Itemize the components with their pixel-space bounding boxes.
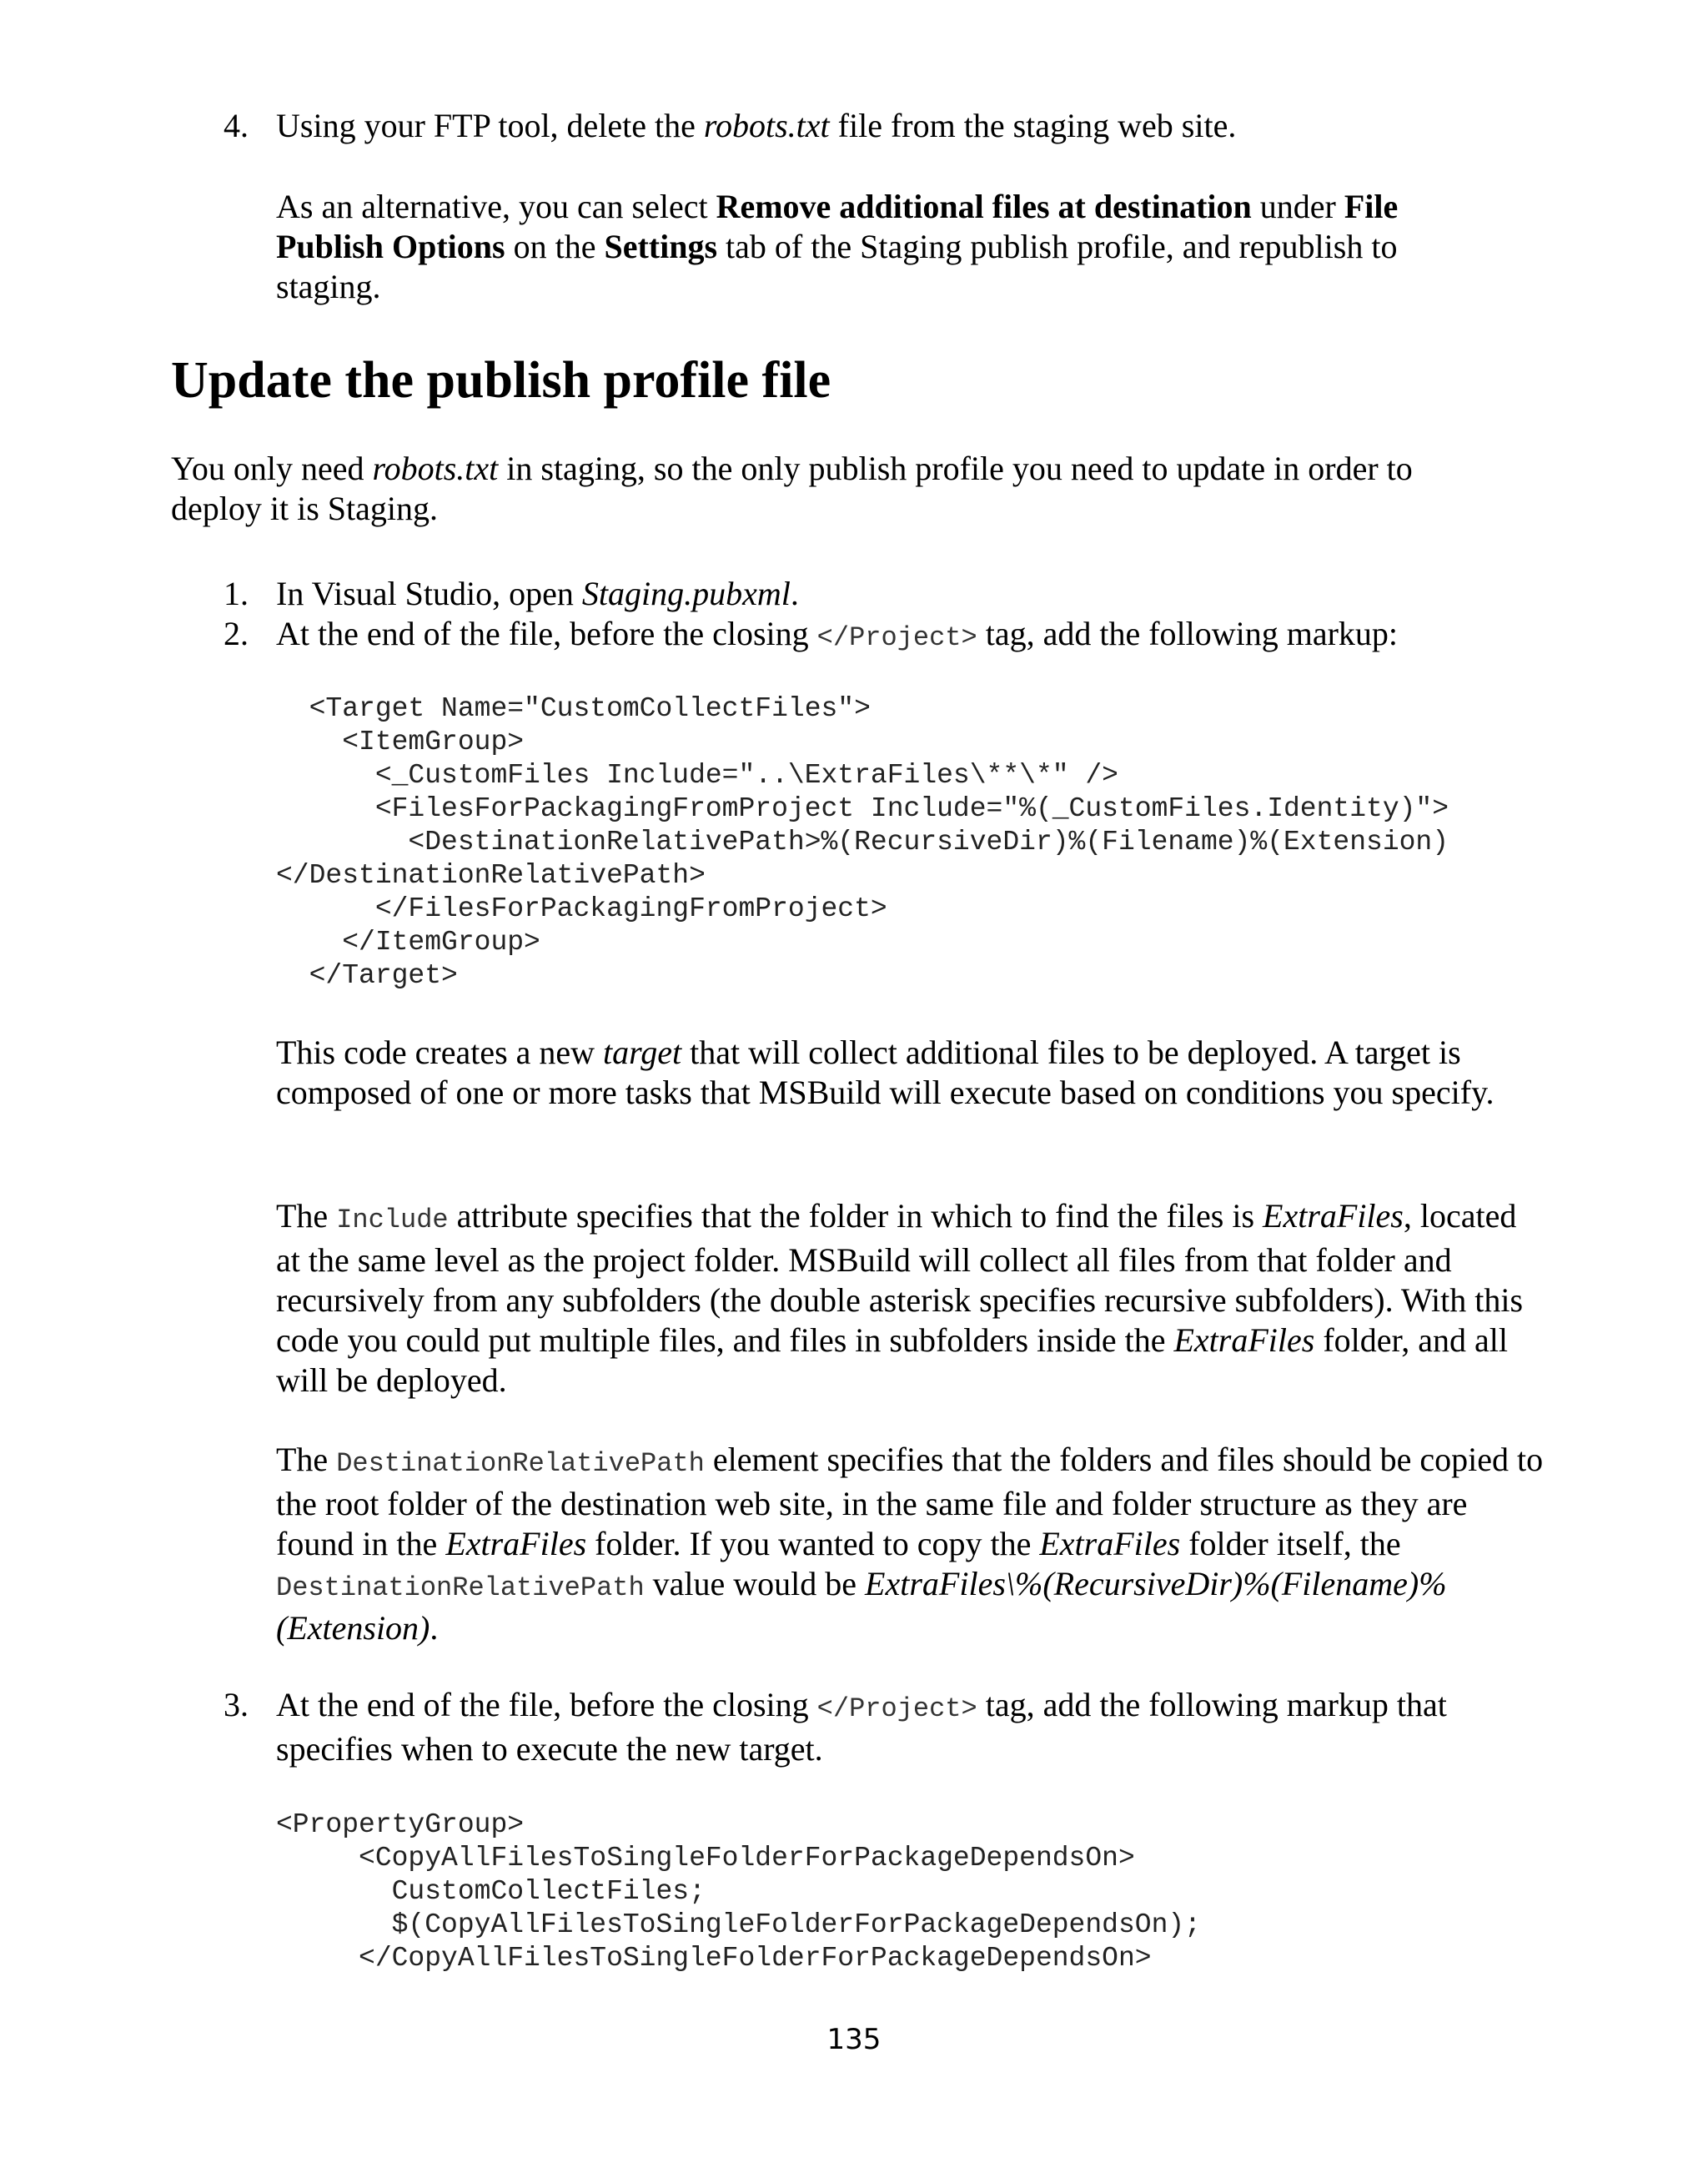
page-number: 135 <box>826 2023 882 2056</box>
step-2-text: At the end of the file, before the closing </Project> tag, add the following markup: <box>276 615 1399 653</box>
step-3-text: At the end of the file, before the closing </Project> tag, add the following markup that specifies when to execute the new target. <box>276 1686 1447 1768</box>
code-block-propertygroup <box>276 1808 1201 1975</box>
code-line: <_CustomFiles Include="..\ExtraFiles\**\*" /> <box>276 760 1118 791</box>
step-4-number: 4. <box>224 107 249 144</box>
code-line: </DestinationRelativePath> <box>276 860 706 891</box>
include-explanation-paragraph: The Include attribute specifies that the folder in which to find the files is ExtraFiles, located at the same level as the project folder. MSBuild will collect all files from that folder and recursively from any subfolders (the double asterisk specifies recursive subfolders). With this code you could put multiple files, and files in subfolders inside the ExtraFiles folder, and all will be deployed. <box>276 1197 1524 1399</box>
robots-txt-filename: robots.txt <box>703 107 830 144</box>
code-line: <CopyAllFilesToSingleFolderForPackageDependsOn> <box>276 1843 1135 1874</box>
step-1-text: In Visual Studio, open Staging.pubxml. <box>276 575 799 612</box>
code-line: <PropertyGroup> <box>276 1809 525 1840</box>
code-line: <ItemGroup> <box>276 727 525 757</box>
step-1-number: 1. <box>224 575 249 612</box>
code-line: <Target Name="CustomCollectFiles"> <box>276 693 871 724</box>
code-line: </ItemGroup> <box>276 927 540 958</box>
step-4-text: Using your FTP tool, delete the robots.txt file from the staging web site. <box>276 107 1237 144</box>
section-heading: Update the publish profile file <box>171 352 831 409</box>
code-line: </FilesForPackagingFromProject> <box>276 893 887 924</box>
code-line: <FilesForPackagingFromProject Include="%(_CustomFiles.Identity)"> <box>276 793 1449 824</box>
code-line: $(CopyAllFilesToSingleFolderForPackageDependsOn); <box>276 1909 1201 1940</box>
code-line: </CopyAllFilesToSingleFolderForPackageDependsOn> <box>276 1943 1152 1974</box>
step-3-number: 3. <box>224 1686 249 1723</box>
destination-explanation-paragraph: The DestinationRelativePath element specifies that the folders and files should be copied to the root folder of the destination web site, in the same file and folder structure as they are found in the ExtraFiles folder. If you wanted to copy the ExtraFiles folder itself, the DestinationRelativePath value would be ExtraFiles\%(RecursiveDir)%(Filename)%(Extension). <box>276 1441 1544 1647</box>
alternative-paragraph: As an alternative, you can select Remove additional files at destination under File Publish Options on the Settings tab of the Staging publish profile, and republish to staging. <box>276 188 1399 305</box>
intro-paragraph: You only need robots.txt in staging, so the only publish profile you need to update in order to deploy it is Staging. <box>171 450 1413 527</box>
code-line: CustomCollectFiles; <box>276 1876 706 1907</box>
code-block-target <box>276 692 1449 993</box>
target-explanation-paragraph: This code creates a new target that will collect additional files to be deployed. A target is composed of one or more tasks that MSBuild will execute based on conditions you specify. <box>276 1034 1494 1111</box>
step-2-number: 2. <box>224 615 249 652</box>
code-line: </Target> <box>276 960 458 991</box>
code-line: <DestinationRelativePath>%(RecursiveDir)%(Filename)%(Extension) <box>276 827 1449 858</box>
